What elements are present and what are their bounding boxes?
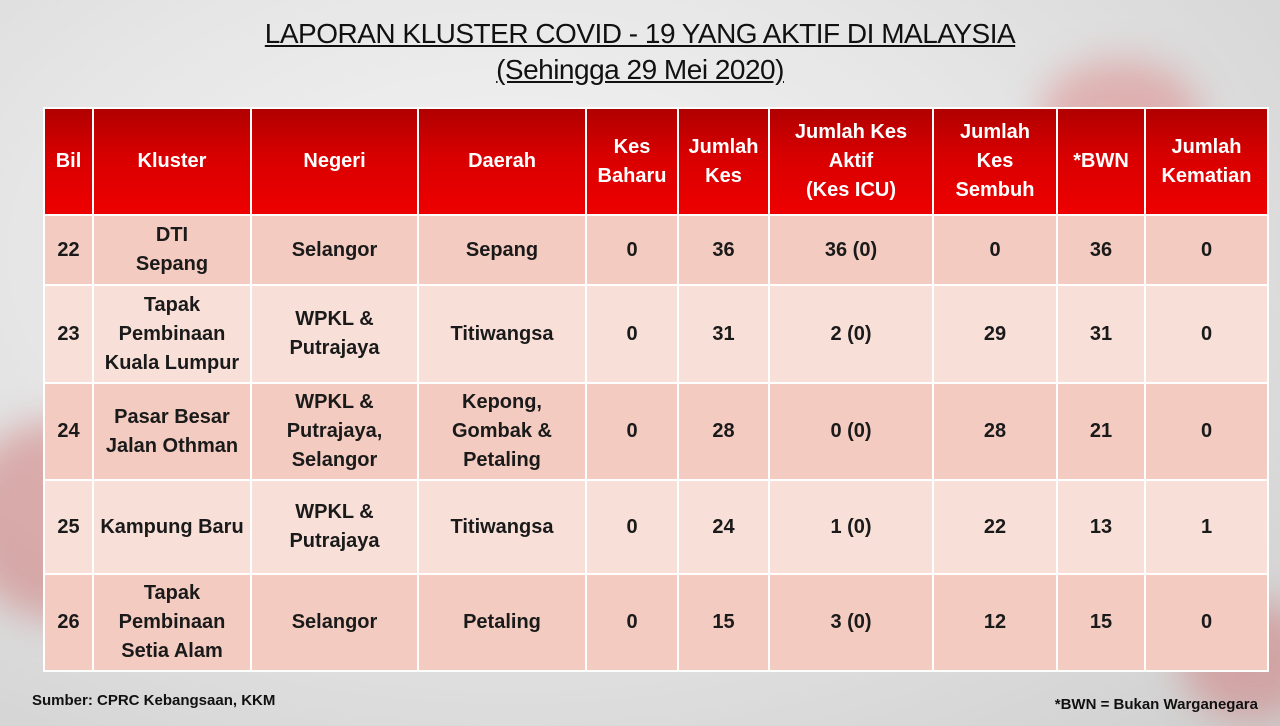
cell-kematian: 0 bbox=[1145, 215, 1268, 285]
header-kes-baharu: Kes Baharu bbox=[586, 108, 678, 215]
cell-kluster: Tapak Pembinaan Setia Alam bbox=[93, 574, 251, 671]
table-row bbox=[44, 574, 1268, 671]
cell-kes-aktif: 2 (0) bbox=[769, 285, 933, 383]
cell-kluster: Pasar Besar Jalan Othman bbox=[93, 383, 251, 480]
cell-bil: 22 bbox=[44, 215, 93, 285]
cell-kes-sembuh: 12 bbox=[933, 574, 1057, 671]
header-jumlah-kes: Jumlah Kes bbox=[678, 108, 769, 215]
source-note: Sumber: CPRC Kebangsaan, KKM bbox=[32, 692, 276, 709]
cell-kes-sembuh: 28 bbox=[933, 383, 1057, 480]
cell-kluster: Kampung Baru bbox=[93, 480, 251, 574]
cell-kematian: 0 bbox=[1145, 574, 1268, 671]
cell-negeri: Selangor bbox=[251, 574, 418, 671]
table-row bbox=[44, 215, 1268, 285]
table-header-row bbox=[44, 108, 1268, 215]
cell-negeri: WPKL & Putrajaya, Selangor bbox=[251, 383, 418, 480]
cell-bwn: 21 bbox=[1057, 383, 1145, 480]
cell-bil: 25 bbox=[44, 480, 93, 574]
cell-bwn: 31 bbox=[1057, 285, 1145, 383]
cell-daerah: Titiwangsa bbox=[418, 480, 586, 574]
header-bil: Bil bbox=[44, 108, 93, 215]
cell-kes-sembuh: 22 bbox=[933, 480, 1057, 574]
cell-bwn: 15 bbox=[1057, 574, 1145, 671]
cell-kematian: 0 bbox=[1145, 383, 1268, 480]
bwn-footnote: *BWN = Bukan Warganegara bbox=[1054, 696, 1258, 713]
cell-kematian: 1 bbox=[1145, 480, 1268, 574]
header-negeri: Negeri bbox=[251, 108, 418, 215]
cell-kes-baharu: 0 bbox=[586, 480, 678, 574]
cell-jumlah-kes: 36 bbox=[678, 215, 769, 285]
cell-kluster: DTI Sepang bbox=[93, 215, 251, 285]
table-row bbox=[44, 383, 1268, 480]
cell-negeri: WPKL & Putrajaya bbox=[251, 480, 418, 574]
report-title: LAPORAN KLUSTER COVID - 19 YANG AKTIF DI MALAYSIA bbox=[264, 18, 1016, 49]
cell-kes-sembuh: 0 bbox=[933, 215, 1057, 285]
header-kluster: Kluster bbox=[93, 108, 251, 215]
cell-kes-aktif: 0 (0) bbox=[769, 383, 933, 480]
report-date: (Sehingga 29 Mei 2020) bbox=[496, 54, 784, 85]
cell-kes-sembuh: 29 bbox=[933, 285, 1057, 383]
cell-bwn: 36 bbox=[1057, 215, 1145, 285]
cell-kes-aktif: 1 (0) bbox=[769, 480, 933, 574]
table-row bbox=[44, 285, 1268, 383]
cell-bil: 24 bbox=[44, 383, 93, 480]
cell-daerah: Sepang bbox=[418, 215, 586, 285]
cell-kematian: 0 bbox=[1145, 285, 1268, 383]
cell-negeri: WPKL & Putrajaya bbox=[251, 285, 418, 383]
cell-jumlah-kes: 24 bbox=[678, 480, 769, 574]
cell-kes-aktif: 3 (0) bbox=[769, 574, 933, 671]
table-row bbox=[44, 480, 1268, 574]
cell-jumlah-kes: 15 bbox=[678, 574, 769, 671]
cell-jumlah-kes: 28 bbox=[678, 383, 769, 480]
header-daerah: Daerah bbox=[418, 108, 586, 215]
cell-bil: 23 bbox=[44, 285, 93, 383]
cell-kes-baharu: 0 bbox=[586, 215, 678, 285]
cell-negeri: Selangor bbox=[251, 215, 418, 285]
cell-bwn: 13 bbox=[1057, 480, 1145, 574]
cell-kes-baharu: 0 bbox=[586, 574, 678, 671]
cell-kes-baharu: 0 bbox=[586, 383, 678, 480]
header-kematian: Jumlah Kematian bbox=[1145, 108, 1268, 215]
cluster-table bbox=[43, 107, 1269, 672]
cell-kluster: Tapak Pembinaan Kuala Lumpur bbox=[93, 285, 251, 383]
cell-kes-baharu: 0 bbox=[586, 285, 678, 383]
cell-daerah: Kepong, Gombak & Petaling bbox=[418, 383, 586, 480]
header-bwn: *BWN bbox=[1057, 108, 1145, 215]
cell-daerah: Titiwangsa bbox=[418, 285, 586, 383]
header-kes-aktif: Jumlah Kes Aktif (Kes ICU) bbox=[769, 108, 933, 215]
cell-kes-aktif: 36 (0) bbox=[769, 215, 933, 285]
cell-daerah: Petaling bbox=[418, 574, 586, 671]
cell-bil: 26 bbox=[44, 574, 93, 671]
header-kes-sembuh: Jumlah Kes Sembuh bbox=[933, 108, 1057, 215]
cell-jumlah-kes: 31 bbox=[678, 285, 769, 383]
